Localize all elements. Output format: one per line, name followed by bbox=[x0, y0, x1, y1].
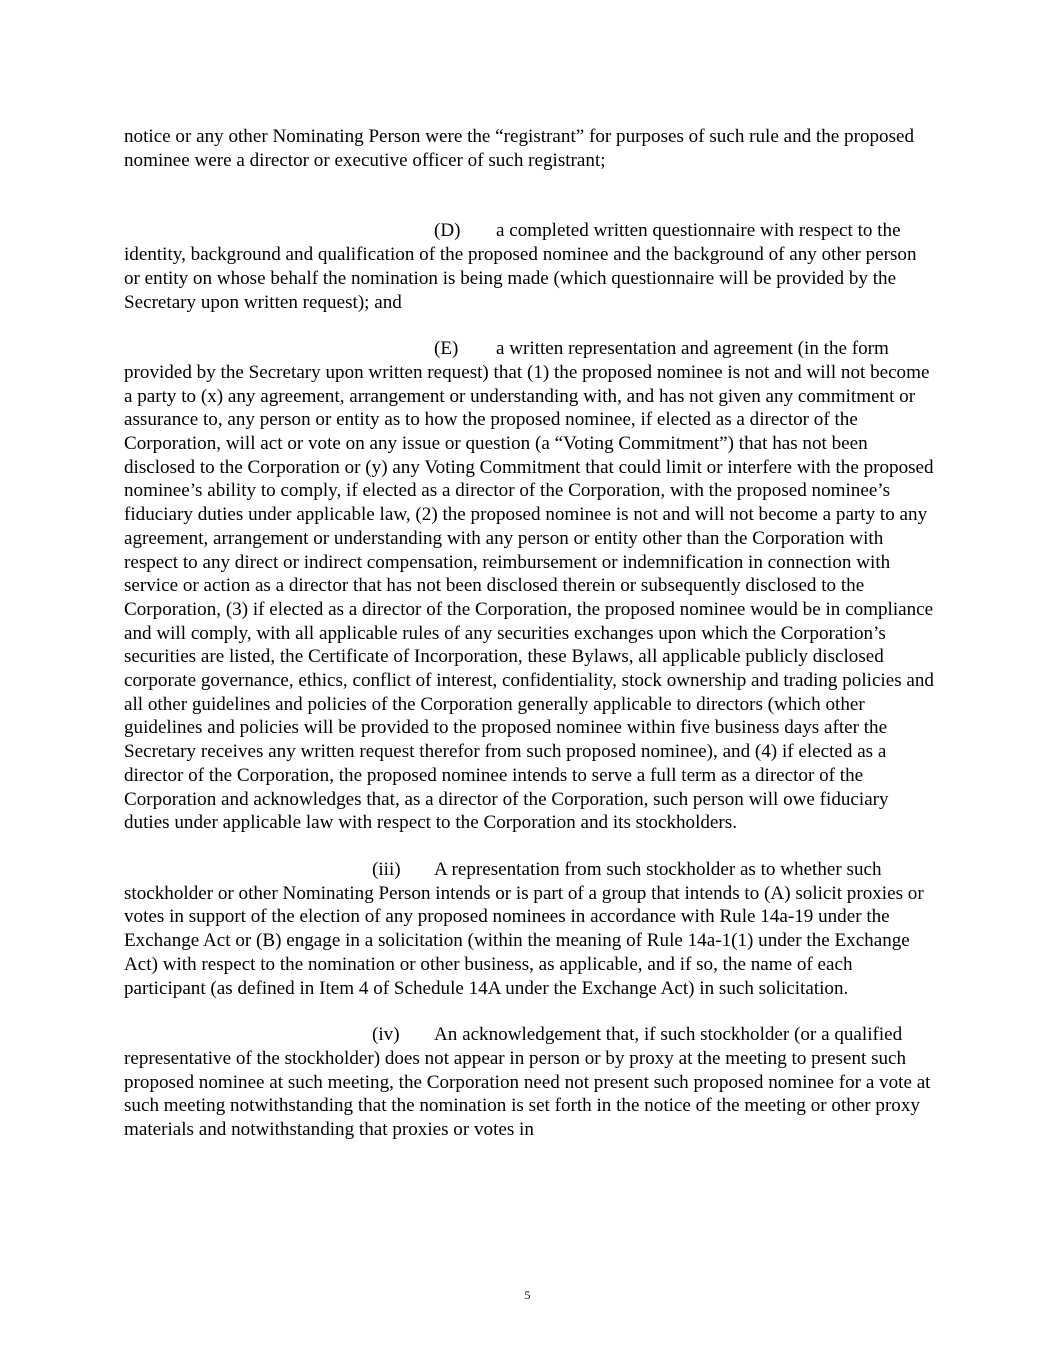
paragraph-gap bbox=[124, 835, 934, 858]
paragraph-intro-text: notice or any other Nominating Person were the “registrant” for purposes of such rule and the proposed nominee were a director or executive officer of such registrant; bbox=[124, 126, 915, 171]
item-iii-text: A representation from such stockholder as to whether such stockholder or other Nominating Person intends or is part of a group that intends to (A) solicit proxies or votes in support of the election of any proposed nominees in accordance with Rule 14a-19 under the Exchange Act or (B) engage in a solicitation (within the meaning of Rule 14a-1(1) under the Exchange Act) with respect to the nomination or other business, as applicable, and if so, the name of each participant (as defined in Item 4 of Schedule 14A under the Exchange Act) in such solicitation. bbox=[124, 858, 924, 999]
paragraph-intro bbox=[124, 125, 934, 172]
paragraph-gap bbox=[124, 172, 934, 219]
body-text bbox=[124, 125, 934, 1142]
item-iv-marker: (iv) bbox=[372, 1024, 400, 1046]
item-iii-marker: (iii) bbox=[372, 858, 401, 880]
paragraph-item-iv bbox=[124, 1023, 934, 1142]
paragraph-gap bbox=[124, 314, 934, 337]
paragraph-item-e bbox=[124, 337, 934, 835]
paragraph-gap bbox=[124, 1000, 934, 1023]
item-d-text: a completed written questionnaire with respect to the identity, background and qualification of the proposed nominee and the background of any other person or entity on whose behalf the nomination is being made (which questionnaire will be provided by the Secretary upon written request); and bbox=[124, 220, 917, 313]
page-number: 5 bbox=[524, 1288, 531, 1302]
item-d-marker: (D) bbox=[434, 220, 461, 242]
paragraph-item-iii bbox=[124, 858, 934, 1000]
paragraph-item-d bbox=[124, 219, 934, 314]
item-e-marker: (E) bbox=[434, 338, 459, 360]
item-e-text: a written representation and agreement (in the form provided by the Secretary upon written request) that (1) the proposed nominee is not and will not become a party to (x) any agreement, arrangement or understanding with, and has not given any commitment or assurance to, any person or entity as to how the proposed nominee, if elected as a director of the Corporation, will act or vote on any issue or question (a “Voting Commitment”) that has not been disclosed to the Corporation or (y) any Voting Commitment that could limit or interfere with the proposed nominee’s ability to comply, if elected as a director of the Corporation, with the proposed nominee’s fiduciary duties under applicable law, (2) the proposed nominee is not and will not become a party to any agreement, arrangement or understanding with any person or entity other than the Corporation with respect to any direct or indirect compensation, reimbursement or indemnification in connection with service or action as a director that has not been disclosed therein or subsequently disclosed to the Corporation, (3) if elected as a director of the Corporation, the proposed nominee would be in compliance and will comply, with all applicable rules of any securities exchanges upon which the Corporation’s securities are listed, the Certificate of Incorporation, these Bylaws, all applicable publicly disclosed corporate governance, ethics, conflict of interest, confidentiality, stock ownership and trading policies and all other guidelines and policies of the Corporation generally applicable to directors (which other guidelines and policies will be provided to the proposed nominee within five business days after the Secretary receives any written request therefor from such proposed nominee), and (4) if elected as a director of the Corporation, the proposed nominee intends to serve a full term as a director of the Corporation and acknowledges that, as a director of the Corporation, such person will owe fiduciary duties under applicable law with respect to the Corporation and its stockholders. bbox=[124, 338, 934, 834]
item-iv-text: An acknowledgement that, if such stockholder (or a qualified representative of the stockholder) does not appear in person or by proxy at the meeting to present such proposed nominee at such meeting, the Corporation need not present such proposed nominee for a vote at such meeting notwithstanding that the nomination is set forth in the notice of the meeting or other proxy materials and notwithstanding that proxies or votes in bbox=[124, 1024, 931, 1141]
